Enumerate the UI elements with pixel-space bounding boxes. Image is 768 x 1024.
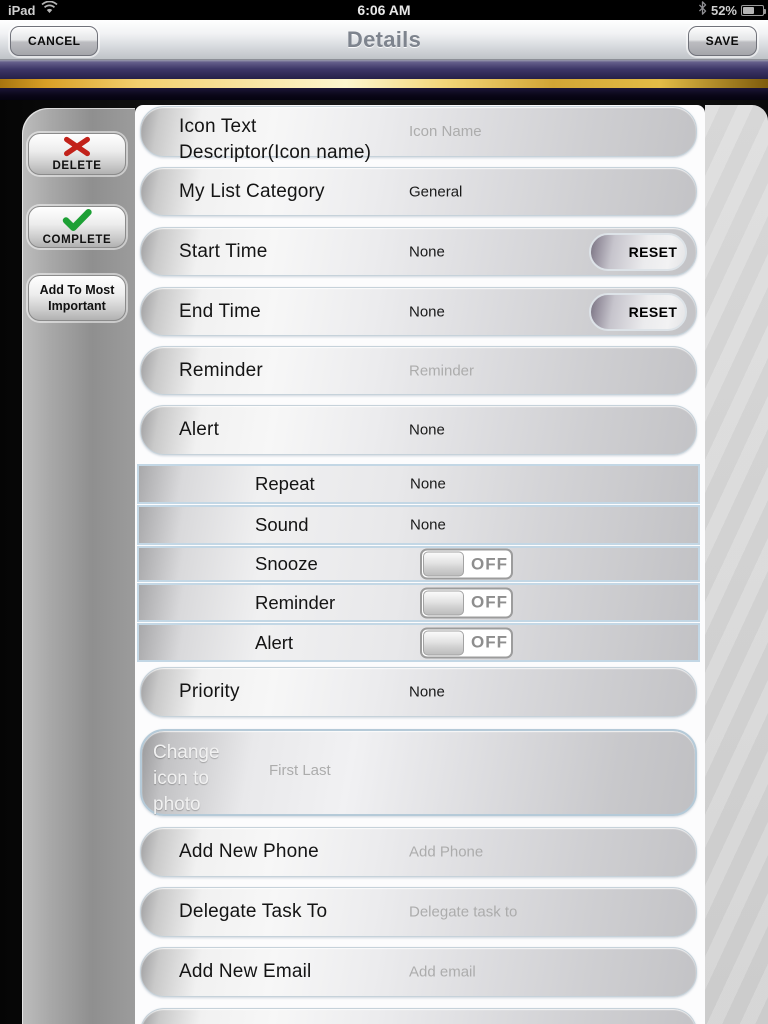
start-time-reset-button[interactable]: RESET	[589, 233, 687, 271]
purple-band	[0, 60, 768, 79]
carrier-label: iPad	[8, 2, 36, 18]
save-button[interactable]: SAVE	[688, 26, 757, 56]
row-delegate-task-to[interactable]	[140, 887, 697, 937]
field-value: None	[410, 475, 446, 493]
accent-band	[0, 60, 768, 100]
field-value: None	[409, 683, 445, 701]
complete-label: COMPLETE	[42, 233, 112, 246]
field-label: End Time	[179, 300, 261, 322]
field-label: Icon Text Descriptor(Icon name)	[179, 116, 372, 164]
field-label: Priority	[179, 681, 240, 702]
right-gutter-panel	[705, 105, 768, 1024]
field-label: My List Category	[179, 180, 325, 202]
row-start-time[interactable]	[140, 227, 697, 276]
complete-check-icon	[61, 209, 93, 234]
field-value: None	[409, 243, 445, 260]
most-important-label: Add To Most Important	[39, 282, 115, 313]
toggle-thumb	[423, 630, 464, 655]
delete-x-icon	[60, 136, 94, 160]
field-value: None	[410, 516, 446, 534]
status-left	[8, 0, 58, 20]
dark-band	[0, 88, 768, 100]
field-label: Add New Phone	[179, 841, 319, 862]
gold-stripe	[0, 79, 768, 88]
add-to-most-important-button[interactable]	[28, 275, 126, 321]
delete-button[interactable]	[28, 133, 126, 175]
field-label: Alert	[179, 419, 220, 440]
sidebar	[22, 108, 135, 1024]
battery-percent: 52%	[710, 2, 737, 18]
field-label: Sound	[255, 514, 309, 535]
field-value: General	[409, 183, 463, 200]
field-label: Snooze	[255, 553, 318, 574]
snooze-toggle[interactable]	[420, 549, 513, 580]
field-label: Start Time	[179, 240, 268, 262]
field-placeholder: First Last	[269, 762, 331, 779]
row-alert[interactable]	[140, 405, 697, 455]
delete-label: DELETE	[52, 160, 102, 172]
row-snooze	[137, 546, 700, 582]
field-label: Delegate Task To	[179, 901, 328, 922]
toggle-state-label: OFF	[471, 592, 508, 612]
row-sound[interactable]	[137, 505, 700, 545]
row-change-icon-to-photo[interactable]	[140, 729, 697, 816]
row-repeat[interactable]	[137, 464, 700, 504]
page-title: Details	[346, 26, 422, 52]
status-right	[698, 0, 764, 20]
toggle-state-label: OFF	[471, 554, 508, 573]
nav-bar	[0, 20, 768, 60]
field-label: Reminder	[255, 591, 336, 613]
battery-icon	[741, 5, 764, 16]
field-label: Repeat	[255, 473, 315, 494]
field-label: Alert	[255, 631, 294, 653]
row-end-time[interactable]	[140, 287, 697, 336]
row-reminder[interactable]	[140, 346, 697, 395]
reminder-toggle[interactable]	[420, 587, 513, 618]
field-placeholder: Add email	[409, 963, 476, 981]
field-placeholder: Add Phone	[409, 843, 484, 861]
field-value: None	[409, 421, 445, 439]
clock: 6:06 AM	[357, 2, 411, 18]
field-placeholder: Icon Name	[409, 123, 482, 140]
end-time-reset-button[interactable]: RESET	[589, 293, 687, 331]
field-placeholder: Reminder	[409, 362, 475, 379]
row-partial-next[interactable]	[140, 1008, 697, 1024]
status-bar	[0, 0, 768, 20]
toggle-thumb	[423, 552, 464, 577]
content-area	[0, 100, 768, 1024]
row-add-new-phone[interactable]	[140, 827, 697, 877]
row-icon-text-descriptor[interactable]	[140, 106, 697, 164]
row-my-list-category[interactable]	[140, 167, 697, 216]
toggle-state-label: OFF	[471, 632, 508, 652]
field-label: Change icon to photo	[153, 742, 220, 815]
complete-button[interactable]	[28, 206, 126, 248]
row-priority[interactable]	[140, 667, 697, 717]
form-list	[135, 105, 705, 1024]
field-label: Add New Email	[179, 961, 312, 982]
field-placeholder: Delegate task to	[409, 903, 518, 921]
row-add-new-email[interactable]	[140, 947, 697, 997]
field-label: Reminder	[179, 359, 263, 381]
wifi-icon	[41, 1, 58, 19]
row-alert-toggle	[137, 623, 700, 662]
toggle-thumb	[423, 590, 464, 615]
field-value: None	[409, 303, 445, 320]
alert-toggle[interactable]	[420, 627, 513, 658]
cancel-button[interactable]: CANCEL	[10, 26, 98, 56]
bluetooth-icon	[698, 1, 707, 20]
row-reminder-toggle	[137, 583, 700, 622]
